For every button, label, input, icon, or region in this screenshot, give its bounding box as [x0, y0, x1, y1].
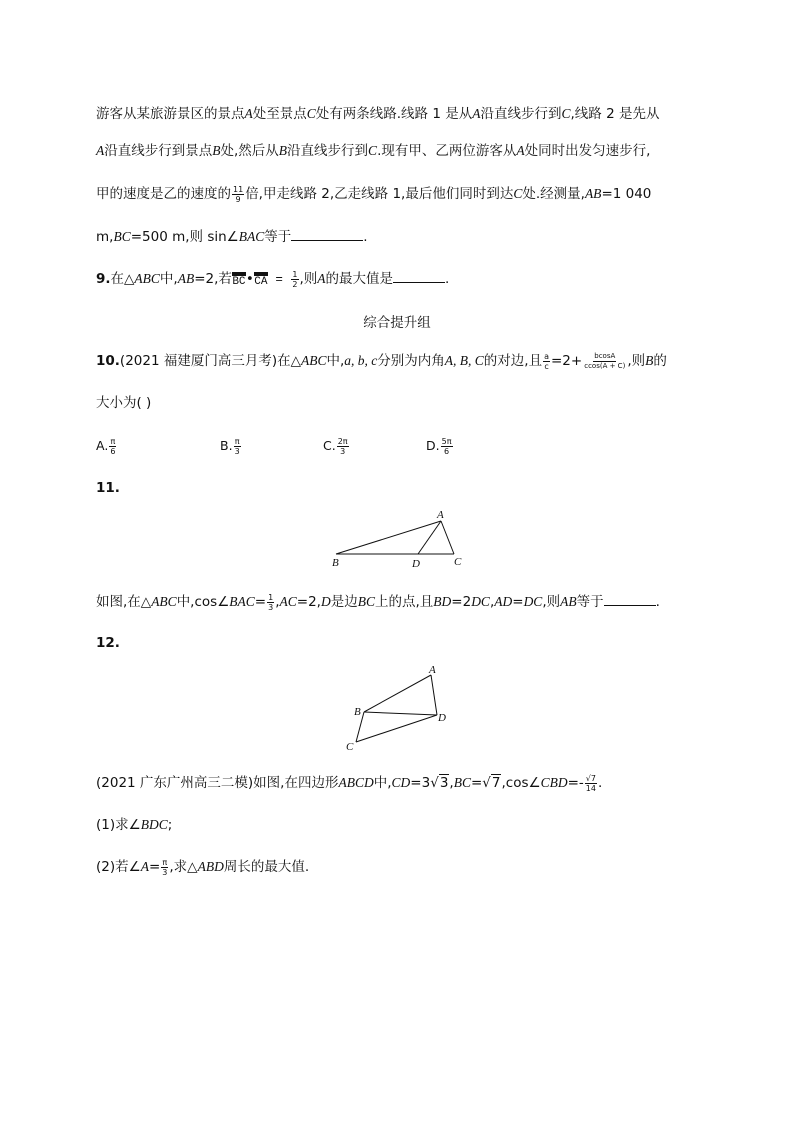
fraction-a-c: $\frac{a}{c}$ [544, 351, 549, 371]
problem-9: 9.在△ABC中,AB=2,若 BC • CA = $\frac{1}{2}$ ,则A的最大值是 . [96, 269, 450, 289]
vector-bc: BC [232, 272, 246, 287]
problem-8-line-4: m,BC=500 m,则 sin∠BAC等于 . [96, 226, 368, 247]
fraction-1-3: $\frac{1}{3}$ [268, 592, 274, 612]
segment-ab [364, 675, 431, 712]
problem-11-number: 11. [96, 480, 120, 496]
fraction-1-2: $\frac{1}{2}$ [292, 269, 298, 289]
problem-12-text: (2021 广东广州高三二模)如图,在四边形ABCD中,CD=3√3,BC=√7,cos∠CBD=- $\frac{√7}{14}$ . [96, 773, 603, 793]
fraction-bcosa: $\frac{bcosA}{ccos(A + C)}$ [584, 351, 626, 370]
problem-10-line-1: 10.(2021 福建厦门高三月考)在△ABC中,a, b, c分别为内角A, B, C的对边,且 $\frac{a}{c}$ =2+ $\frac{bcosA}{ccos(A + C)}$ ,则B的 [96, 351, 667, 371]
problem-11-text: 如图,在△ABC中,cos∠BAC= $\frac{1}{3}$ ,AC=2,D是边BC上的点,且BD=2DC,AD=DC,则AB等于 . [96, 592, 660, 612]
segment-bd [364, 712, 437, 715]
answer-blank[interactable] [393, 268, 445, 283]
choice-a[interactable]: A. $\frac{\pi}{6}$ [96, 437, 116, 456]
choice-d[interactable]: D. $\frac{5\pi}{6}$ [426, 437, 452, 456]
label-d: D [412, 558, 420, 570]
segment-ba [336, 521, 441, 554]
label-d: D [438, 712, 446, 724]
segment-ad [418, 521, 441, 554]
label-a: A [429, 664, 436, 676]
vector-ca: CA [254, 272, 268, 287]
label-c: C [454, 556, 462, 568]
problem-12-number: 12. [96, 635, 120, 651]
segment-ad [431, 675, 437, 715]
choice-c[interactable]: C. $\frac{2\pi}{3}$ [323, 437, 348, 456]
problem-8-line-2: A沿直线步行到景点B处,然后从B沿直线步行到C.现有甲、乙两位游客从A处同时出发匀速步行, [96, 143, 651, 159]
choice-b[interactable]: B. $\frac{\pi}{3}$ [220, 437, 240, 456]
segment-cd [356, 715, 437, 742]
label-a: A [437, 509, 444, 521]
sqrt-3: √3 [430, 775, 449, 791]
fraction-sqrt7-14: $\frac{√7}{14}$ [585, 773, 596, 793]
triangle-figure-11 [320, 505, 480, 571]
label-c: C [346, 741, 354, 753]
answer-blank[interactable] [604, 591, 656, 606]
sqrt-7: √7 [482, 775, 501, 791]
answer-blank[interactable] [291, 226, 363, 241]
fraction-pi-3: $\frac{\pi}{3}$ [162, 857, 168, 877]
problem-8-line-1: 游客从某旅游景区的景点A处至景点C处有两条线路.线路 1 是从A沿直线步行到C,线路 2 是先从 [96, 106, 660, 122]
label-b: B [354, 706, 361, 718]
segment-ac [441, 521, 454, 554]
section-title: 综合提升组 [363, 315, 431, 331]
fraction-11-9: $\frac{11}{9}$ [233, 184, 244, 204]
quadrilateral-figure-12 [340, 660, 460, 756]
problem-10-line-2: 大小为( ) [96, 395, 152, 411]
problem-12-part-1: (1)求∠BDC; [96, 817, 173, 833]
problem-12-part-2: (2)若∠A= $\frac{\pi}{3}$ ,求△ABD周长的最大值. [96, 857, 310, 877]
label-b: B [332, 557, 339, 569]
problem-8-line-3: 甲的速度是乙的速度的 $\frac{11}{9}$ 倍,甲走线路 2,乙走线路 1,最后他们同时到达C处.经测量,AB=1 040 [96, 184, 652, 204]
